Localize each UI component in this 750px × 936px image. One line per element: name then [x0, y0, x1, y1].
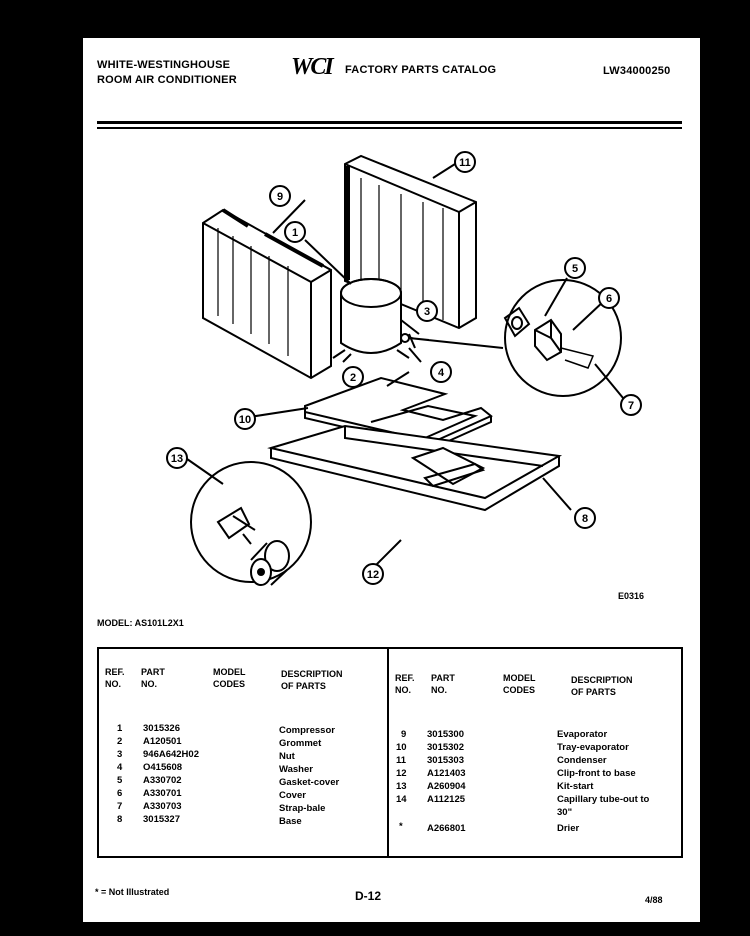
svg-text:8: 8: [581, 513, 589, 525]
right-row-ref: 12: [396, 768, 407, 779]
table-top-rule: [97, 647, 683, 649]
catalog-page: [83, 38, 700, 922]
right-row-ref: 13: [396, 781, 407, 792]
right-row-desc: Tray-evaporator: [557, 742, 629, 753]
left-header-desc-2: OF PARTS: [281, 681, 326, 691]
footer-note: * = Not Illustrated: [95, 887, 170, 897]
right-row-part: 3015300: [427, 729, 464, 740]
brand-line-1: WHITE-WESTINGHOUSE: [97, 59, 231, 71]
left-row-part: A330701: [143, 788, 182, 799]
right-row-ref: 9: [401, 729, 407, 740]
table-right-rule: [681, 647, 683, 858]
table-bottom-rule: [97, 856, 683, 858]
table-left-rule: [97, 647, 99, 858]
right-row-desc: Condenser: [557, 755, 607, 766]
svg-text:9: 9: [276, 191, 284, 203]
left-header-part-2: NO.: [141, 679, 158, 689]
right-row-desc-continued: 30": [557, 807, 573, 818]
right-header-ref-2: NO.: [395, 685, 412, 695]
brand-line-2: ROOM AIR CONDITIONER: [97, 74, 237, 86]
left-row-desc: Washer: [279, 764, 313, 775]
callout-12: [363, 564, 383, 584]
figure-code: E0316: [618, 591, 645, 601]
page-number: D-12: [355, 889, 382, 903]
left-row-desc: Base: [279, 816, 302, 827]
callout-13: [167, 448, 187, 468]
svg-text:10: 10: [238, 414, 252, 426]
left-row-ref: 4: [117, 762, 123, 773]
left-row-desc: Compressor: [279, 725, 335, 736]
footer-date: 4/88: [645, 895, 663, 905]
right-row-ref: 11: [396, 755, 407, 766]
table-center-rule: [387, 647, 389, 858]
svg-text:3: 3: [423, 306, 431, 318]
right-row-part: A112125: [427, 794, 466, 805]
right-row-part: A121403: [427, 768, 466, 779]
left-header-ref-1: REF.: [105, 667, 125, 677]
svg-text:13: 13: [170, 453, 184, 465]
left-row-part: A120501: [143, 736, 182, 747]
wci-logo: WCI: [291, 54, 332, 80]
right-header-model-1: MODEL: [503, 673, 536, 683]
right-header-desc-2: OF PARTS: [571, 687, 616, 697]
svg-text:6: 6: [605, 293, 613, 305]
model-value: AS101L2X1: [134, 618, 184, 628]
callout-10: [235, 409, 255, 429]
left-header-model-1: MODEL: [213, 667, 246, 677]
left-row-desc: Strap-bale: [279, 803, 326, 814]
callout-2: [343, 367, 363, 387]
right-header-part-1: PART: [431, 673, 455, 683]
right-row-desc: Clip-front to base: [557, 768, 636, 779]
svg-text:7: 7: [627, 400, 635, 412]
right-row-part: 3015302: [427, 742, 464, 753]
left-row-part: 946A642H02: [143, 749, 199, 760]
left-row-ref: 1: [117, 723, 123, 734]
callout-1: [285, 222, 305, 242]
document-number: LW34000250: [603, 65, 671, 77]
left-row-desc: Cover: [279, 790, 306, 801]
left-row-part: 3015327: [143, 814, 180, 825]
right-row-part: A266801: [427, 823, 466, 834]
svg-text:1: 1: [291, 227, 299, 239]
left-row-part: A330703: [143, 801, 182, 812]
right-header-part-2: NO.: [431, 685, 448, 695]
right-row-part: 3015303: [427, 755, 464, 766]
callout-8: [575, 508, 595, 528]
detail-circle-start-kit: [191, 462, 311, 582]
exploded-parts-diagram: [83, 38, 700, 618]
right-row-desc: Evaporator: [557, 729, 608, 740]
svg-text:2: 2: [349, 372, 357, 384]
right-row-ref: 14: [396, 794, 407, 805]
right-row-desc: Capillary tube-out to: [557, 794, 650, 805]
callout-3: [417, 301, 437, 321]
left-header-model-2: CODES: [213, 679, 246, 689]
right-row-ref: 10: [396, 742, 407, 753]
left-row-ref: 3: [117, 749, 123, 760]
model-label: MODEL: AS101L2X1: [97, 618, 184, 628]
callout-11: [455, 152, 475, 172]
left-row-ref: 7: [117, 801, 123, 812]
catalog-title: FACTORY PARTS CATALOG: [345, 64, 497, 76]
callout-5: [565, 258, 585, 278]
evaporator-drawing: [203, 210, 331, 378]
left-row-part: O415608: [143, 762, 183, 773]
callout-6: [599, 288, 619, 308]
left-row-desc: Grommet: [279, 738, 322, 749]
svg-text:5: 5: [571, 263, 579, 275]
left-row-ref: 5: [117, 775, 123, 786]
callout-4: [431, 362, 451, 382]
left-row-ref: 2: [117, 736, 123, 747]
left-row-desc: Nut: [279, 751, 295, 762]
right-row-desc: Kit-start: [557, 781, 594, 792]
svg-text:12: 12: [366, 569, 380, 581]
svg-text:4: 4: [437, 367, 445, 379]
left-row-part: 3015326: [143, 723, 180, 734]
right-header-desc-1: DESCRIPTION: [571, 675, 633, 685]
callout-9: [270, 186, 290, 206]
right-header-ref-1: REF.: [395, 673, 415, 683]
right-header-model-2: CODES: [503, 685, 536, 695]
right-row-desc: Drier: [557, 823, 580, 834]
left-row-ref: 6: [117, 788, 123, 799]
svg-text:11: 11: [459, 157, 471, 169]
base-drawing: [271, 426, 559, 510]
left-row-part: A330702: [143, 775, 182, 786]
left-row-ref: 8: [117, 814, 123, 825]
left-header-part-1: PART: [141, 667, 165, 677]
right-row-ref: *: [399, 821, 403, 832]
left-header-desc-1: DESCRIPTION: [281, 669, 343, 679]
left-row-desc: Gasket-cover: [279, 777, 340, 788]
callout-7: [621, 395, 641, 415]
right-row-part: A260904: [427, 781, 466, 792]
left-header-ref-2: NO.: [105, 679, 122, 689]
